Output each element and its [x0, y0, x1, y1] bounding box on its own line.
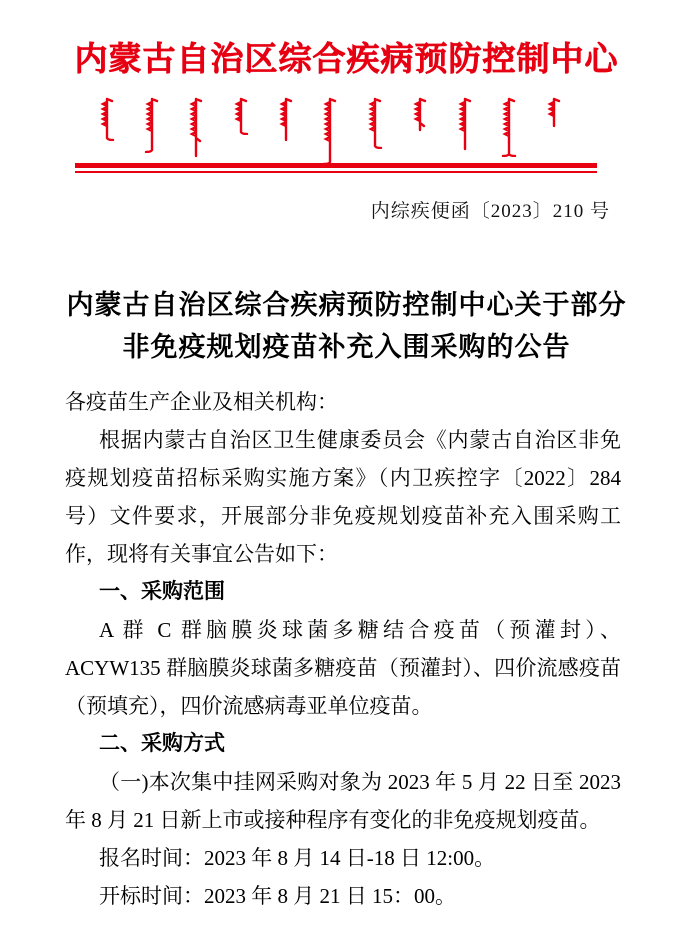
mongolian-glyph-cluster — [232, 97, 250, 135]
notice-title — [0, 284, 693, 368]
salutation: 各疫苗生产企业及相关机构： — [65, 390, 338, 414]
notice-body — [65, 383, 621, 915]
intro-paragraph: 根据内蒙古自治区卫生健康委员会《内蒙古自治区非免疫规划疫苗招标采购实施方案》（内卫疾控字〔2022〕284 号）文件要求，开展部分非免疫规划疫苗补充入围采购工作，现将有关事宜公告如下： — [65, 428, 621, 566]
mongolian-glyph-cluster — [98, 97, 116, 141]
section1-heading: 一、采购范围 — [99, 580, 225, 603]
org-name-heading: 内蒙古自治区综合疾病预防控制中心 — [74, 42, 619, 78]
mongolian-glyph-cluster — [545, 97, 563, 129]
section2-heading: 二、采购方式 — [99, 732, 225, 755]
mongolian-glyph-cluster — [321, 97, 339, 165]
section1-text: A 群 C 群脑膜炎球菌多糖结合疫苗（预灌封）、ACYW135 群脑膜炎球菌多糖疫苗（预灌封）、四价流感疫苗（预填充），四价流感病毒亚单位疫苗。 — [65, 618, 621, 718]
notice-title-line2: 非免疫规划疫苗补充入围采购的公告 — [122, 332, 571, 362]
section2-paragraph2-registration-time: 报名时间：2023 年 8 月 14 日-18 日 12:00。 — [99, 846, 496, 870]
section2-paragraph1: （一)本次集中挂网采购对象为 2023 年 5 月 22 日至 2023 年 8 月 21 日新上市或接种程序有变化的非免疫规划疫苗。 — [65, 770, 621, 832]
mongolian-glyph-cluster — [366, 97, 384, 149]
mongolian-glyph-cluster — [411, 97, 429, 133]
mongolian-script-banner — [98, 97, 563, 167]
document-number: 内综疾便函〔2023〕210 号 — [370, 201, 610, 222]
red-double-rule — [75, 163, 597, 173]
mongolian-glyph-cluster — [187, 97, 205, 159]
mongolian-glyph-cluster — [277, 97, 295, 143]
mongolian-glyph-cluster — [500, 97, 518, 157]
section2-paragraph3-bid-opening-time: 开标时间：2023 年 8 月 21 日 15：00。 — [99, 884, 456, 908]
red-rule-thin — [75, 171, 597, 173]
red-rule-thick — [75, 163, 597, 168]
mongolian-glyph-cluster — [456, 97, 474, 152]
mongolian-glyph-cluster — [143, 97, 161, 153]
notice-title-line1: 内蒙古自治区综合疾病预防控制中心关于部分 — [66, 290, 627, 320]
